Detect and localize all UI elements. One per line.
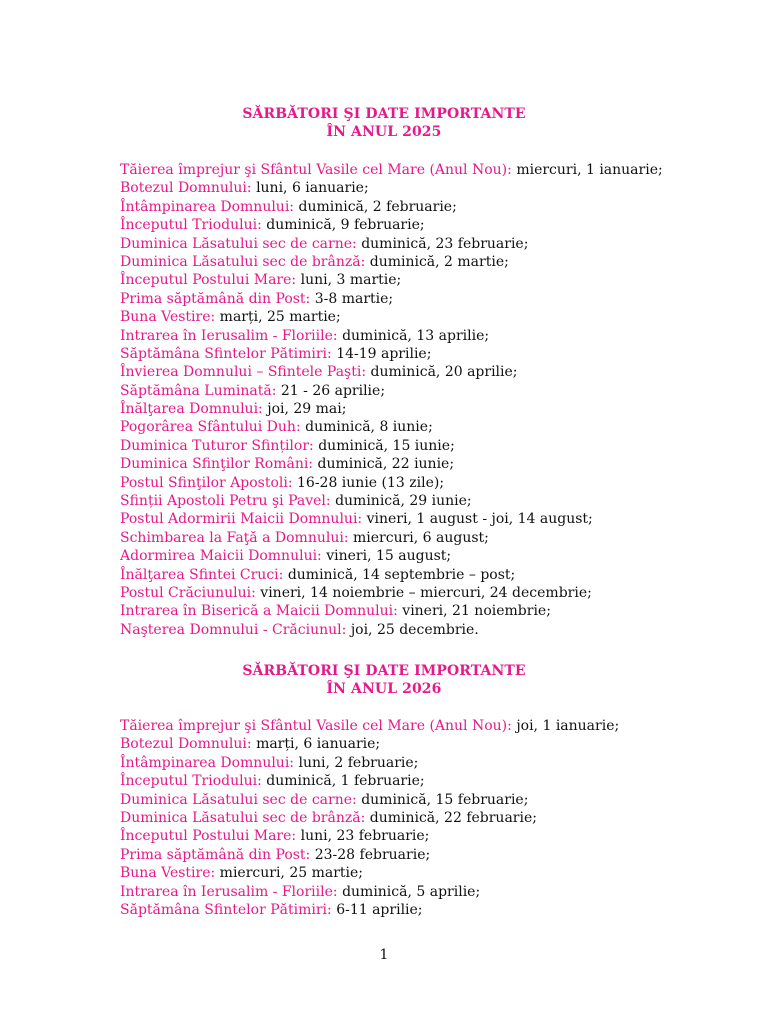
holiday-date: duminică, 14 septembrie – post;	[287, 566, 516, 583]
list-item	[120, 510, 740, 528]
list-item	[120, 621, 740, 639]
section-title-line1: SĂRBĂTORI ŞI DATE IMPORTANTE	[242, 663, 526, 679]
holiday-label: Prima săptămână din Post:	[120, 290, 311, 307]
holiday-date: luni, 2 februarie;	[298, 754, 419, 771]
holiday-date: duminică, 8 iunie;	[305, 419, 433, 436]
holiday-date: vineri, 15 august;	[326, 548, 452, 565]
list-item	[120, 846, 740, 864]
list-item	[120, 772, 740, 790]
holiday-label: Începutul Postului Mare:	[120, 828, 297, 845]
section-title-line1: SĂRBĂTORI ŞI DATE IMPORTANTE	[242, 106, 526, 122]
list-item	[120, 345, 740, 363]
list-item	[120, 290, 740, 308]
holiday-label: Începutul Triodului:	[120, 773, 262, 790]
holiday-date: 16-28 iunie (13 zile);	[297, 474, 445, 491]
holiday-label: Întâmpinarea Domnului:	[120, 198, 295, 215]
holiday-label: Prima săptămână din Post:	[120, 846, 311, 863]
list-item	[120, 400, 740, 418]
holiday-label: Săptămâna Sfintelor Pătimiri:	[120, 901, 332, 918]
holiday-label: Duminica Sfinţilor Români:	[120, 456, 314, 473]
holiday-label: Începutul Triodului:	[120, 217, 262, 234]
holiday-date: marți, 6 ianuarie;	[256, 736, 381, 753]
section-title-line2: ÎN ANUL 2026	[326, 681, 442, 697]
holiday-date: duminică, 1 februarie;	[266, 773, 425, 790]
holiday-date: vineri, 21 noiembrie;	[402, 603, 551, 620]
list-item	[120, 584, 740, 602]
holiday-date: duminică, 23 februarie;	[361, 235, 529, 252]
list-item	[120, 864, 740, 882]
list-item	[120, 791, 740, 809]
holiday-label: Sfinții Apostoli Petru şi Pavel:	[120, 493, 331, 510]
holiday-label: Înălţarea Domnului:	[120, 401, 263, 418]
list-item	[120, 308, 740, 326]
list-item	[120, 883, 740, 901]
holiday-label: Pogorârea Sfântului Duh:	[120, 419, 301, 436]
list-item	[120, 363, 740, 381]
list-item	[120, 827, 740, 845]
holiday-label: Intrarea în Biserică a Maicii Domnului:	[120, 603, 398, 620]
list-item	[120, 901, 740, 919]
list-item	[120, 474, 740, 492]
list-item	[120, 253, 740, 271]
list-item	[120, 602, 740, 620]
holiday-label: Duminica Lăsatului sec de carne:	[120, 235, 357, 252]
holiday-label: Întâmpinarea Domnului:	[120, 754, 295, 771]
list-item	[120, 437, 740, 455]
holiday-date: duminică, 13 aprilie;	[342, 327, 490, 344]
holiday-label: Buna Vestire:	[120, 865, 216, 882]
holiday-date: luni, 3 martie;	[300, 272, 402, 289]
holiday-date: duminică, 2 februarie;	[298, 198, 457, 215]
section-2025-heading	[0, 105, 768, 141]
holiday-label: Înălţarea Sfintei Cruci:	[120, 566, 284, 583]
list-item	[120, 271, 740, 289]
holiday-date: duminică, 15 februarie;	[361, 791, 529, 808]
list-item	[120, 327, 740, 345]
holiday-label: Adormirea Maicii Domnului:	[120, 548, 322, 565]
holiday-label: Postul Sfinţilor Apostoli:	[120, 474, 293, 491]
holiday-date: duminică, 2 martie;	[369, 253, 509, 270]
holiday-label: Buna Vestire:	[120, 309, 216, 326]
list-item	[120, 754, 740, 772]
holiday-date: vineri, 14 noiembrie – miercuri, 24 decembrie;	[260, 584, 592, 601]
holiday-date: miercuri, 6 august;	[353, 529, 489, 546]
holiday-label: Botezul Domnului:	[120, 736, 252, 753]
list-item	[120, 382, 740, 400]
holiday-label: Intrarea în Ierusalim - Floriile:	[120, 883, 338, 900]
holiday-date: miercuri, 1 ianuarie;	[516, 162, 663, 178]
section-2026-heading	[0, 662, 768, 698]
holiday-label: Învierea Domnului – Sfintele Paşti:	[120, 364, 367, 381]
holiday-label: Schimbarea la Faţă a Domnului:	[120, 529, 349, 546]
holiday-date: luni, 6 ianuarie;	[256, 180, 369, 197]
list-item	[120, 198, 740, 216]
holiday-label: Postul Adormirii Maicii Domnului:	[120, 511, 363, 528]
page-number: 1	[379, 947, 389, 963]
holiday-date: duminică, 20 aprilie;	[370, 364, 518, 381]
holiday-label: Începutul Postului Mare:	[120, 272, 297, 289]
holiday-date: joi, 29 mai;	[267, 401, 347, 418]
holiday-date: duminică, 9 februarie;	[266, 217, 425, 234]
section-2026-list	[120, 717, 740, 919]
holiday-label: Duminica Tuturor Sfinților:	[120, 437, 314, 454]
list-item	[120, 566, 740, 584]
section-title-line2: ÎN ANUL 2025	[326, 124, 442, 140]
holiday-label: Tăierea împrejur şi Sfântul Vasile cel Mare (Anul Nou):	[120, 162, 512, 178]
list-item	[120, 547, 740, 565]
holiday-date: duminică, 22 iunie;	[317, 456, 455, 473]
holiday-date: joi, 1 ianuarie;	[516, 718, 620, 734]
holiday-label: Duminica Lăsatului sec de carne:	[120, 791, 357, 808]
holiday-date: duminică, 15 iunie;	[318, 437, 455, 454]
holiday-label: Tăierea împrejur şi Sfântul Vasile cel Mare (Anul Nou):	[120, 718, 512, 734]
section-2025-list	[120, 161, 740, 639]
holiday-date: 6-11 aprilie;	[336, 901, 423, 918]
holiday-date: duminică, 22 februarie;	[369, 809, 537, 826]
list-item	[120, 717, 740, 735]
list-item	[120, 161, 740, 179]
holiday-date: 3-8 martie;	[314, 290, 394, 307]
list-item	[120, 216, 740, 234]
holiday-date: 23-28 februarie;	[314, 846, 431, 863]
holiday-date: 21 - 26 aprilie;	[280, 382, 386, 399]
list-item	[120, 529, 740, 547]
holiday-date: luni, 23 februarie;	[300, 828, 430, 845]
holiday-date: miercuri, 25 martie;	[219, 865, 364, 882]
holiday-date: vineri, 1 august - joi, 14 august;	[366, 511, 593, 528]
list-item	[120, 179, 740, 197]
holiday-label: Botezul Domnului:	[120, 180, 252, 197]
list-item	[120, 235, 740, 253]
list-item	[120, 455, 740, 473]
holiday-date: 14-19 aprilie;	[336, 345, 432, 362]
list-item	[120, 492, 740, 510]
list-item	[120, 809, 740, 827]
holiday-date: duminică, 29 iunie;	[335, 493, 472, 510]
holiday-label: Naşterea Domnului - Crăciunul:	[120, 621, 347, 638]
holiday-label: Săptămâna Sfintelor Pătimiri:	[120, 345, 332, 362]
list-item	[120, 418, 740, 436]
holiday-label: Săptămâna Luminată:	[120, 382, 277, 399]
holiday-date: joi, 25 decembrie.	[350, 621, 479, 638]
holiday-label: Intrarea în Ierusalim - Floriile:	[120, 327, 338, 344]
holiday-label: Duminica Lăsatului sec de brânză:	[120, 253, 366, 270]
holiday-label: Duminica Lăsatului sec de brânză:	[120, 809, 366, 826]
holiday-date: marți, 25 martie;	[219, 309, 341, 326]
list-item	[120, 735, 740, 753]
holiday-date: duminică, 5 aprilie;	[342, 883, 481, 900]
holiday-label: Postul Crăciunului:	[120, 584, 256, 601]
